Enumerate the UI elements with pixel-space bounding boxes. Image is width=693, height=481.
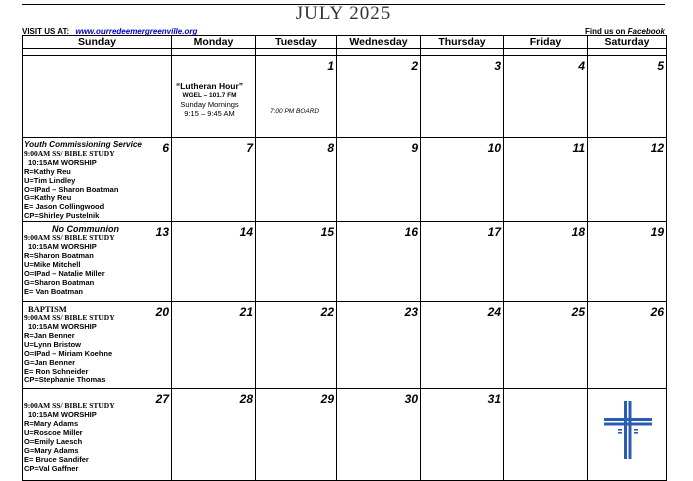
day-number: 29 — [320, 392, 334, 407]
organist: O=IPad – Sharon Boatman — [24, 184, 119, 194]
greeter: G=Sharon Boatman — [24, 277, 95, 287]
worship-time: 10:15AM WORSHIP — [28, 241, 97, 251]
service-heading: Youth Commissioning Service — [24, 140, 142, 149]
elder: E= Van Boatman — [24, 286, 83, 296]
day-number: 10 — [487, 141, 501, 155]
day-number: 26 — [650, 305, 664, 320]
weekday-thursday: Thursday — [421, 36, 504, 49]
board-meeting: 7:00 PM BOARD — [270, 108, 320, 115]
day-number: 22 — [320, 305, 334, 320]
communion-prep: CP=Shirley Pustelnik — [24, 211, 100, 221]
day-cell[interactable] — [504, 222, 588, 302]
day-cell-empty — [504, 389, 588, 481]
day-number: 31 — [487, 392, 501, 407]
day-cell[interactable] — [337, 138, 421, 222]
spacer-row — [23, 49, 667, 56]
communion-prep: CP=Stephanie Thomas — [24, 375, 106, 385]
day-cell[interactable] — [172, 222, 256, 302]
day-number: 2 — [411, 59, 418, 73]
elder: E= Jason Collingwood — [24, 202, 105, 212]
day-cell[interactable] — [588, 138, 667, 222]
reader: R=Mary Adams — [24, 418, 79, 428]
day-cell[interactable] — [256, 138, 337, 222]
usher: U=Mike Mitchell — [24, 259, 81, 269]
day-cell[interactable] — [337, 302, 421, 389]
find-label: Find us on — [584, 27, 626, 36]
usher: U=Roscoe Miller — [24, 427, 83, 437]
worship-time: 10:15AM WORSHIP — [28, 157, 97, 167]
sunday-schedule — [23, 302, 171, 385]
day-number: 30 — [404, 392, 418, 407]
elder: E= Bruce Sandifer — [24, 454, 89, 464]
day-cell-sunday[interactable] — [23, 138, 172, 222]
bible-study-time: 9:00AM SS/ BIBLE STUDY — [24, 313, 115, 323]
day-cell-empty — [172, 56, 256, 138]
day-cell[interactable] — [504, 56, 588, 138]
bible-study-time: 9:00AM SS/ BIBLE STUDY — [24, 401, 115, 411]
week-row — [23, 56, 667, 138]
lcms-cross-logo-icon — [604, 401, 652, 459]
day-cell[interactable] — [337, 56, 421, 138]
lutheran-hour-note — [172, 56, 255, 118]
greeter: G=Kathy Reu — [24, 193, 72, 203]
week-row — [23, 389, 667, 481]
day-number: 24 — [487, 305, 501, 320]
worship-time: 10:15AM WORSHIP — [28, 321, 97, 331]
day-number: 27 — [155, 392, 169, 407]
day-cell-sunday[interactable] — [23, 389, 172, 481]
usher: U=Tim Lindley — [24, 175, 76, 185]
day-cell-sunday[interactable] — [23, 302, 172, 389]
sunday-schedule — [23, 389, 171, 473]
day-cell[interactable] — [588, 302, 667, 389]
facebook-link[interactable]: Facebook — [627, 27, 665, 36]
week-row — [23, 222, 667, 302]
weekday-tuesday: Tuesday — [256, 36, 337, 49]
day-number: 15 — [320, 225, 334, 240]
day-cell[interactable] — [588, 222, 667, 302]
day-cell[interactable] — [504, 302, 588, 389]
elder: E= Ron Schneider — [24, 366, 89, 376]
day-number: 16 — [404, 225, 418, 240]
day-cell[interactable] — [256, 222, 337, 302]
lutheran-station: WGEL – 101.7 FM — [182, 92, 237, 99]
day-cell[interactable] — [256, 56, 337, 138]
day-number: 25 — [571, 305, 585, 320]
day-number: 13 — [155, 225, 169, 240]
week-row — [23, 138, 667, 222]
reader: R=Jan Benner — [24, 330, 75, 340]
day-number: 14 — [239, 225, 253, 240]
day-cell[interactable] — [421, 222, 504, 302]
visit-label: VISIT US AT: — [22, 27, 70, 36]
communion-prep: CP=Val Gaffner — [24, 463, 79, 473]
day-cell[interactable] — [337, 389, 421, 481]
sunday-schedule — [23, 222, 171, 296]
bible-study-time: 9:00AM SS/ BIBLE STUDY — [24, 233, 115, 243]
lutheran-time: 9:15 – 9:45 AM — [184, 109, 235, 118]
weekday-wednesday: Wednesday — [337, 36, 421, 49]
reader: R=Kathy Reu — [24, 166, 71, 176]
greeter: G=Mary Adams — [24, 445, 79, 455]
month-title: JULY 2025 — [295, 3, 392, 24]
day-cell[interactable] — [421, 138, 504, 222]
day-cell-empty — [588, 389, 667, 481]
lutheran-when: Sunday Mornings — [180, 100, 239, 109]
sunday-schedule — [23, 138, 171, 221]
day-number: 1 — [327, 59, 334, 73]
weekday-friday: Friday — [504, 36, 588, 49]
day-cell[interactable] — [421, 302, 504, 389]
weekday-saturday: Saturday — [588, 36, 667, 49]
day-number: 19 — [650, 225, 664, 240]
day-number: 23 — [404, 305, 418, 320]
calendar-grid — [22, 35, 667, 481]
day-cell[interactable] — [421, 56, 504, 138]
organist: O=IPad – Miriam Koehne — [24, 348, 113, 358]
day-number: 17 — [487, 225, 501, 240]
day-number: 12 — [650, 141, 664, 155]
day-number: 8 — [327, 141, 334, 155]
day-cell[interactable] — [421, 389, 504, 481]
day-cell[interactable] — [172, 138, 256, 222]
usher: U=Lynn Bristow — [24, 339, 82, 349]
day-number: 9 — [411, 141, 418, 155]
day-cell[interactable] — [256, 302, 337, 389]
day-number: 11 — [572, 141, 585, 155]
day-cell[interactable] — [172, 302, 256, 389]
day-number: 18 — [571, 225, 585, 240]
reader: R=Sharon Boatman — [24, 250, 94, 260]
day-number: 6 — [162, 141, 169, 155]
service-heading: No Communion — [52, 224, 119, 235]
day-cell[interactable] — [256, 389, 337, 481]
lutheran-title: “Lutheran Hour” — [175, 81, 244, 91]
day-number: 4 — [578, 59, 585, 73]
day-cell-empty — [23, 56, 172, 138]
day-cell[interactable] — [504, 138, 588, 222]
day-cell[interactable] — [588, 56, 667, 138]
greeter: G=Jan Benner — [24, 357, 76, 367]
bible-study-time: 9:00AM SS/ BIBLE STUDY — [24, 148, 115, 158]
website-link[interactable]: www.ourredeemergreenville.org — [75, 27, 198, 36]
day-cell-sunday[interactable] — [23, 222, 172, 302]
day-number: 3 — [494, 59, 501, 73]
day-cell[interactable] — [337, 222, 421, 302]
worship-time: 10:15AM WORSHIP — [28, 410, 97, 420]
organist: O=IPad – Natalie Miller — [24, 268, 105, 278]
day-number: 5 — [657, 59, 664, 73]
weekday-monday: Monday — [172, 36, 256, 49]
service-heading: BAPTISM — [28, 304, 67, 315]
day-number: 7 — [246, 141, 253, 155]
day-cell[interactable] — [172, 389, 256, 481]
organist: O=Emily Laesch — [24, 436, 83, 446]
day-number: 28 — [239, 392, 253, 407]
day-number: 20 — [155, 305, 169, 320]
weekday-sunday: Sunday — [23, 36, 172, 49]
week-row — [23, 302, 667, 389]
day-number: 21 — [239, 305, 253, 320]
weekday-header — [23, 36, 667, 49]
